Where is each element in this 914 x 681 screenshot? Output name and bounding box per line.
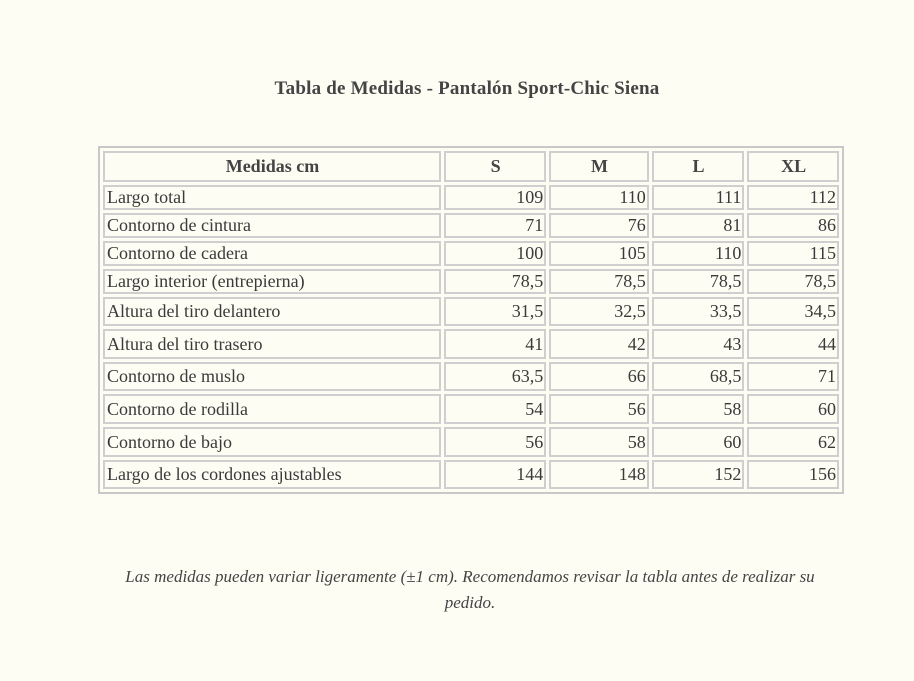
measure-value: 32,5 xyxy=(549,297,648,326)
table-row xyxy=(103,185,839,210)
measure-value: 41 xyxy=(444,329,546,359)
measure-value: 56 xyxy=(549,394,648,424)
measure-value: 66 xyxy=(549,362,648,391)
measure-value: 31,5 xyxy=(444,297,546,326)
measure-value: 58 xyxy=(549,427,648,457)
table-header-row xyxy=(103,151,839,182)
measure-value: 60 xyxy=(652,427,745,457)
size-chart-table xyxy=(98,146,844,494)
header-size-s: S xyxy=(444,151,546,182)
measure-value: 58 xyxy=(652,394,745,424)
header-size-m: M xyxy=(549,151,648,182)
measure-value: 148 xyxy=(549,460,648,489)
measure-value: 78,5 xyxy=(444,269,546,294)
measure-label: Contorno de rodilla xyxy=(103,394,441,424)
measure-label: Largo interior (entrepierna) xyxy=(103,269,441,294)
measure-label: Altura del tiro delantero xyxy=(103,297,441,326)
table-row xyxy=(103,427,839,457)
measure-value: 68,5 xyxy=(652,362,745,391)
table-row xyxy=(103,269,839,294)
measure-value: 56 xyxy=(444,427,546,457)
measure-value: 60 xyxy=(747,394,839,424)
measure-value: 43 xyxy=(652,329,745,359)
measure-value: 71 xyxy=(444,213,546,238)
measure-label: Largo total xyxy=(103,185,441,210)
measure-value: 54 xyxy=(444,394,546,424)
table-row xyxy=(103,394,839,424)
measure-value: 86 xyxy=(747,213,839,238)
measure-value: 78,5 xyxy=(549,269,648,294)
table-body xyxy=(103,185,839,489)
measure-label: Largo de los cordones ajustables xyxy=(103,460,441,489)
measure-value: 62 xyxy=(747,427,839,457)
measure-value: 115 xyxy=(747,241,839,266)
table-row xyxy=(103,362,839,391)
table-row xyxy=(103,213,839,238)
measure-label: Altura del tiro trasero xyxy=(103,329,441,359)
table-row xyxy=(103,460,839,489)
measure-value: 76 xyxy=(549,213,648,238)
measure-value: 109 xyxy=(444,185,546,210)
measure-label: Contorno de cintura xyxy=(103,213,441,238)
measure-value: 110 xyxy=(652,241,745,266)
measure-value: 44 xyxy=(747,329,839,359)
measure-label: Contorno de cadera xyxy=(103,241,441,266)
measure-value: 100 xyxy=(444,241,546,266)
header-size-l: L xyxy=(652,151,745,182)
measure-value: 110 xyxy=(549,185,648,210)
measure-value: 42 xyxy=(549,329,648,359)
measure-value: 156 xyxy=(747,460,839,489)
table-row xyxy=(103,297,839,326)
page-title: Tabla de Medidas - Pantalón Sport-Chic Siena xyxy=(274,78,660,99)
measure-label: Contorno de muslo xyxy=(103,362,441,391)
measure-value: 152 xyxy=(652,460,745,489)
table-row xyxy=(103,241,839,266)
measure-value: 78,5 xyxy=(747,269,839,294)
measure-value: 144 xyxy=(444,460,546,489)
disclaimer-note: Las medidas pueden variar ligeramente (±1 cm). Recomendamos revisar la tabla antes de realizar su pedido. xyxy=(125,567,815,612)
measure-value: 78,5 xyxy=(652,269,745,294)
measure-value: 33,5 xyxy=(652,297,745,326)
measure-value: 112 xyxy=(747,185,839,210)
table-row xyxy=(103,329,839,359)
measure-value: 71 xyxy=(747,362,839,391)
measure-value: 105 xyxy=(549,241,648,266)
measure-value: 111 xyxy=(652,185,745,210)
measure-value: 34,5 xyxy=(747,297,839,326)
header-measure: Medidas cm xyxy=(103,151,441,182)
measure-label: Contorno de bajo xyxy=(103,427,441,457)
measure-value: 81 xyxy=(652,213,745,238)
measure-value: 63,5 xyxy=(444,362,546,391)
header-size-xl: XL xyxy=(747,151,839,182)
